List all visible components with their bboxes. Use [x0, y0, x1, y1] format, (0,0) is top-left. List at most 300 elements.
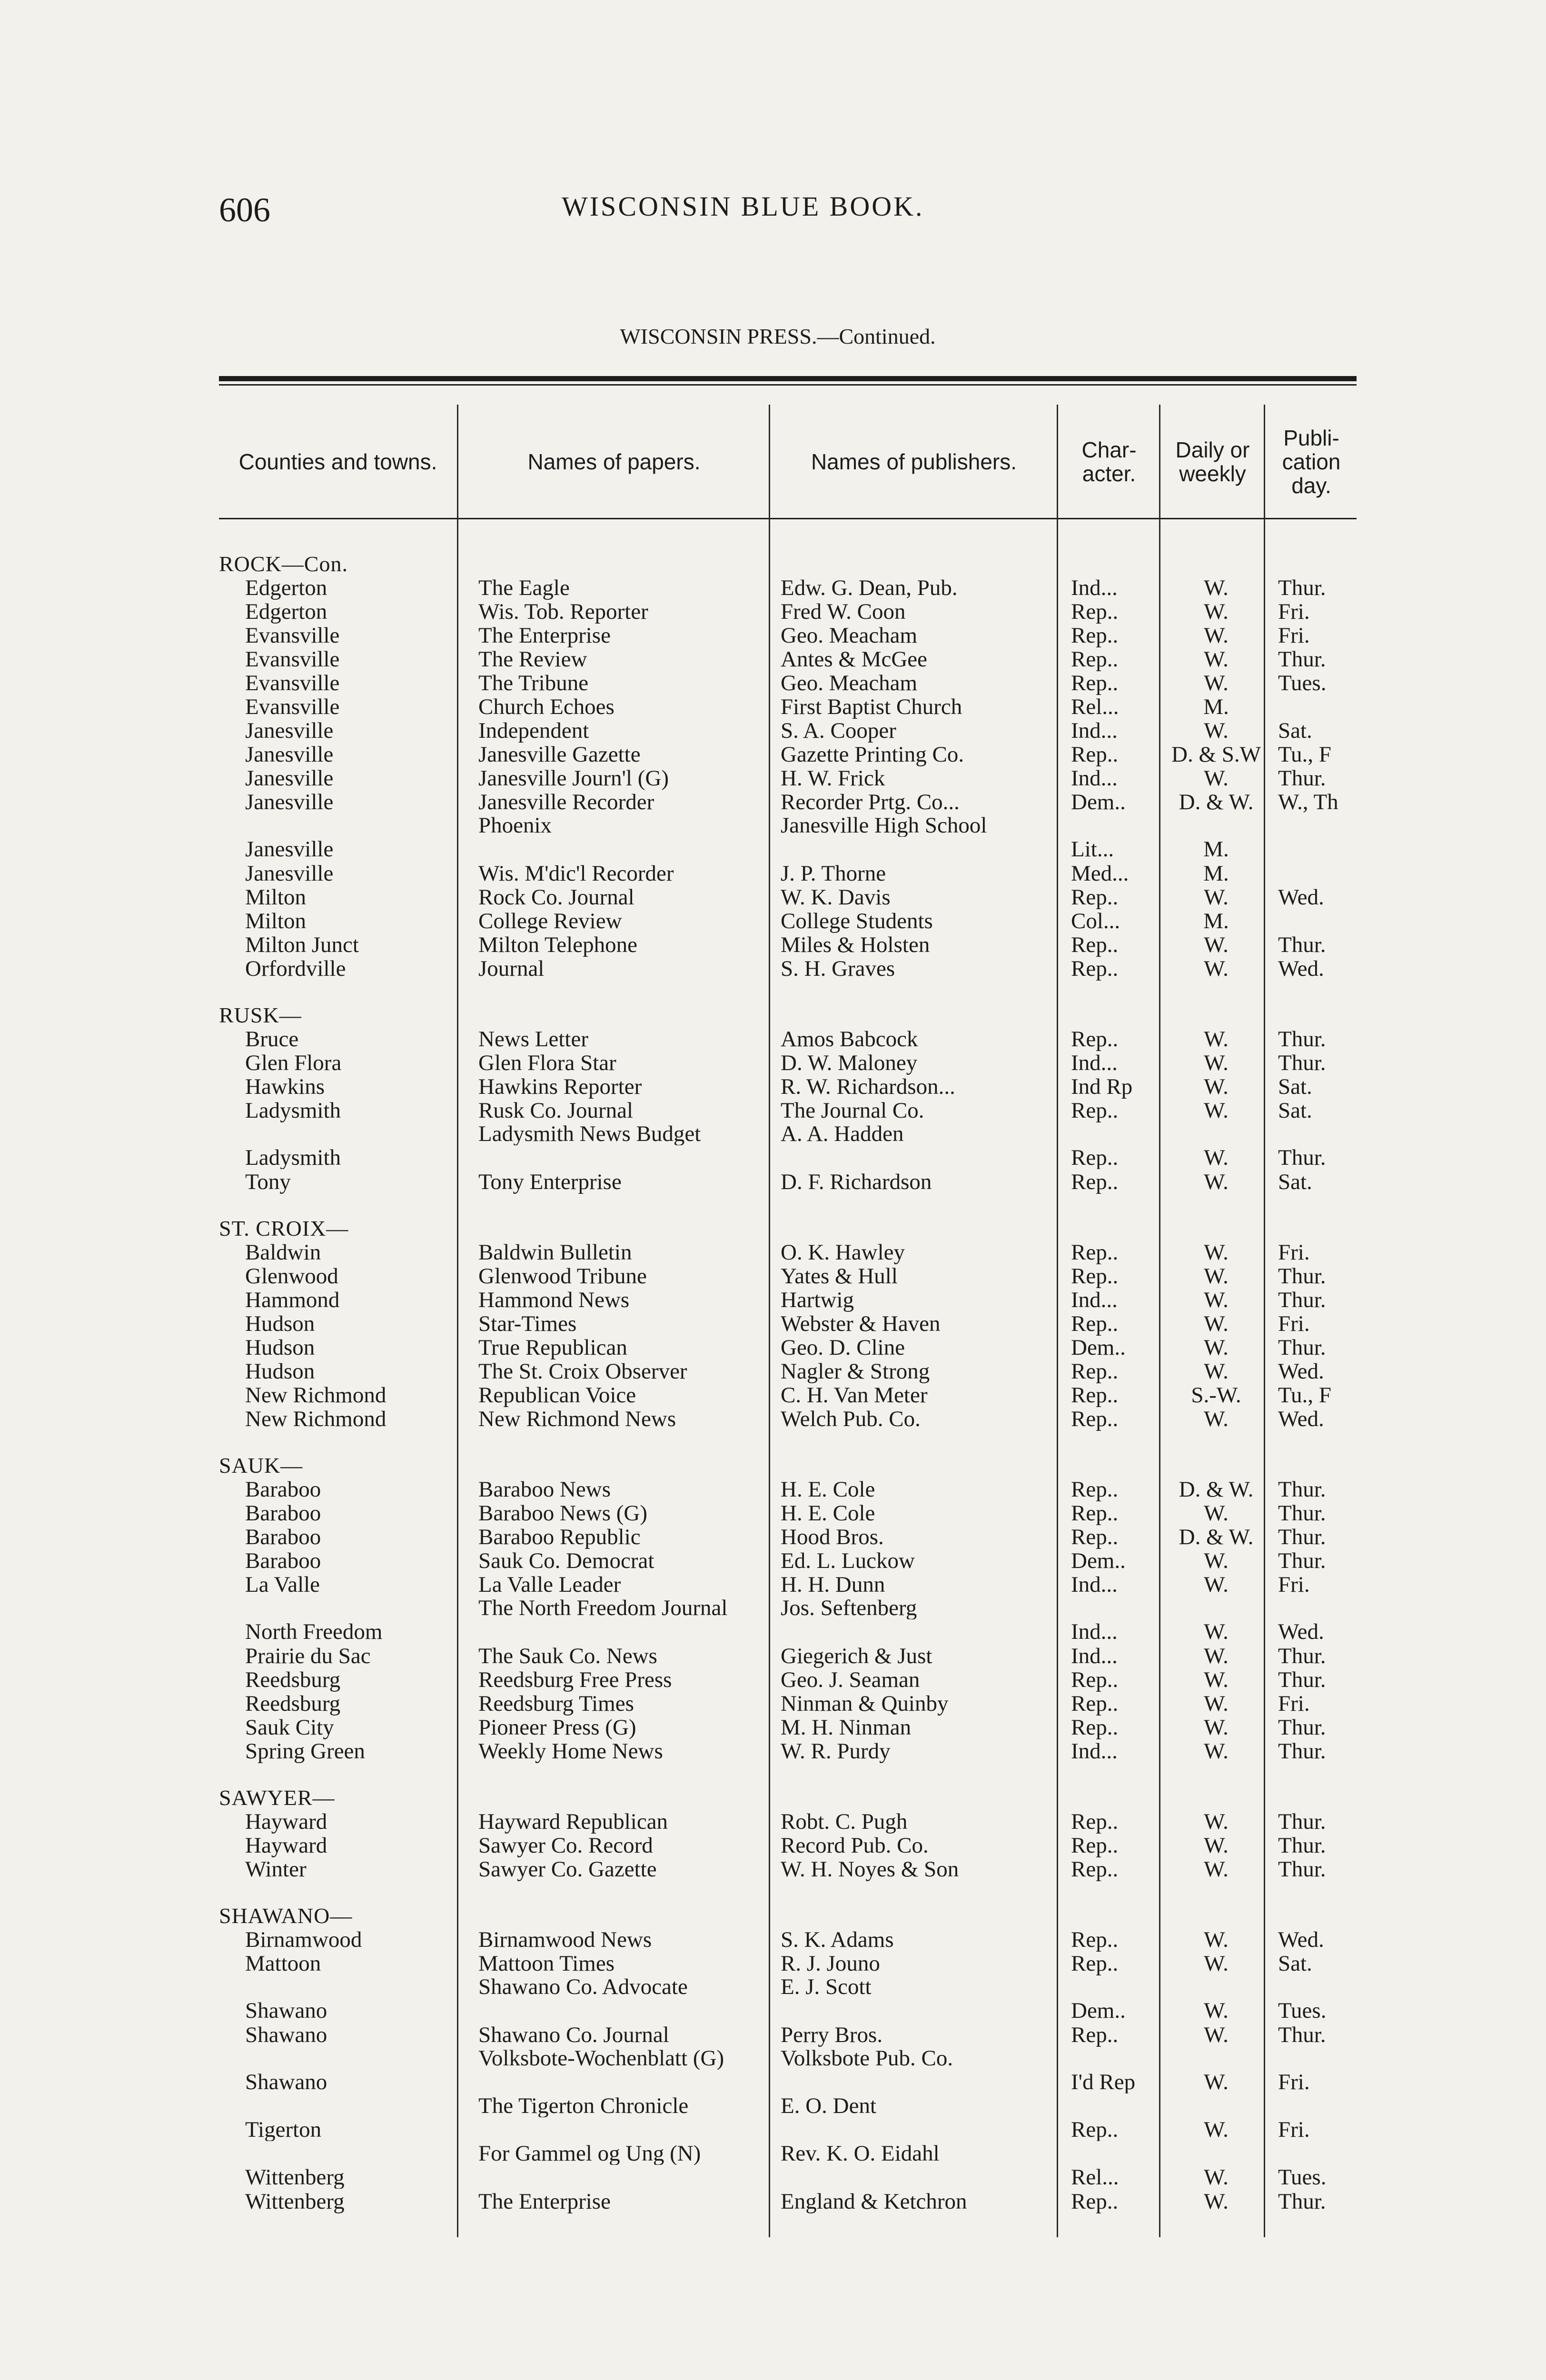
town-cell: Spring Green	[245, 1739, 365, 1763]
publication-day-cell: Fri.	[1278, 1573, 1310, 1597]
publisher-cell: H. E. Cole	[781, 1478, 875, 1501]
frequency-cell: W.	[1204, 1668, 1229, 1692]
table-row	[219, 1857, 1357, 1881]
town-cell: Wittenberg	[245, 2190, 345, 2213]
table-row	[219, 1288, 1357, 1312]
town-cell: Hammond	[245, 1288, 340, 1312]
table-row	[219, 1597, 1357, 1644]
column-header-counties: Counties and towns.	[238, 449, 437, 474]
county-heading: SHAWANO—	[219, 1904, 353, 1928]
paper-name-cell: Sawyer Co. Record	[478, 1834, 653, 1857]
frequency-cell: W.	[1204, 1928, 1229, 1952]
table-top-rule	[219, 376, 1357, 381]
table-row	[219, 576, 1357, 600]
publication-day-cell: Tues.	[1278, 671, 1327, 695]
character-cell: Rep..	[1071, 1407, 1119, 1431]
town-cell: Baldwin	[245, 1240, 321, 1264]
character-cell: Rep..	[1071, 1312, 1119, 1336]
town-cell: Evansville	[245, 647, 340, 671]
frequency-cell: W.	[1204, 1549, 1229, 1573]
town-cell: Baraboo	[245, 1501, 321, 1525]
town-cell: Hayward	[245, 1810, 327, 1834]
frequency-cell: W.	[1204, 1146, 1229, 1169]
table-row	[219, 1075, 1357, 1099]
publisher-cell: Recorder Prtg. Co...	[781, 790, 960, 814]
paper-name-cell: The Eagle	[478, 576, 570, 600]
publisher-cell: Ninman & Quinby	[781, 1692, 949, 1716]
town-cell: Prairie du Sac	[245, 1644, 371, 1668]
group-spacer	[219, 1194, 1357, 1217]
publisher-cell: Fred W. Coon	[781, 600, 906, 624]
paper-name-cell: Sauk Co. Democrat	[478, 1549, 654, 1573]
paper-name-cell: Glen Flora Star	[478, 1051, 616, 1075]
frequency-cell: W.	[1204, 766, 1229, 790]
frequency-cell: S.-W.	[1191, 1383, 1241, 1407]
publication-day-cell: Fri.	[1278, 2118, 1310, 2141]
table-row	[219, 671, 1357, 695]
table-row	[219, 1525, 1357, 1549]
frequency-cell: W.	[1204, 1027, 1229, 1051]
group-spacer	[219, 981, 1357, 1003]
town-cell: Baraboo	[245, 1525, 321, 1549]
character-cell: Rep..	[1071, 624, 1119, 647]
column-header-publication-day: Publi-cation day.	[1282, 426, 1341, 498]
town-cell: Tony	[245, 1170, 291, 1194]
publication-day-cell: Sat.	[1278, 1075, 1312, 1099]
publisher-cell: H. W. Frick	[781, 766, 885, 790]
paper-name-cell: Wis. M'dic'l Recorder	[478, 862, 674, 885]
town-cell: Mattoon	[245, 1952, 321, 1975]
table-row	[219, 1383, 1357, 1407]
frequency-cell: D. & W.	[1179, 790, 1254, 814]
town-cell: Baraboo	[245, 1478, 321, 1501]
town-cell: La Valle	[245, 1573, 320, 1597]
table-row	[219, 1644, 1357, 1668]
paper-name-cell: La Valle Leader	[478, 1573, 621, 1597]
table-row	[219, 933, 1357, 957]
table-row	[219, 1810, 1357, 1834]
character-cell: Ind...	[1071, 576, 1118, 600]
publication-day-cell: Tues.	[1278, 1999, 1327, 2022]
column-header-character: Char-acter.	[1081, 437, 1137, 486]
publisher-cell: E. O. Dent	[781, 2094, 877, 2117]
paper-name-cell: College Review	[478, 909, 622, 933]
publisher-cell: S. H. Graves	[781, 957, 895, 981]
publication-day-cell: Fri.	[1278, 600, 1310, 624]
table-row	[219, 1975, 1357, 2023]
character-cell: Ind...	[1071, 1644, 1118, 1668]
publisher-cell: S. K. Adams	[781, 1928, 894, 1952]
paper-name-cell: Journal	[478, 957, 545, 981]
paper-name-cell: Milton Telephone	[478, 933, 637, 957]
table-row	[219, 814, 1357, 862]
paper-name-cell: For Gammel og Ung (N)	[478, 2142, 701, 2165]
town-cell: Hudson	[245, 1312, 315, 1336]
paper-name-cell: The Enterprise	[478, 624, 611, 647]
group-spacer	[219, 1881, 1357, 1904]
frequency-cell: M.	[1203, 838, 1229, 861]
table-row	[219, 1170, 1357, 1194]
town-cell: Janesville	[245, 766, 334, 790]
town-cell: New Richmond	[245, 1407, 386, 1431]
character-cell: Rep..	[1071, 1099, 1119, 1122]
county-heading: ROCK—Con.	[219, 552, 348, 576]
paper-name-cell: Wis. Tob. Reporter	[478, 600, 648, 624]
character-cell: Med...	[1071, 862, 1129, 885]
publisher-cell: Gazette Printing Co.	[781, 743, 964, 766]
publication-day-cell: Wed.	[1278, 885, 1324, 909]
publisher-cell: Antes & McGee	[781, 647, 928, 671]
town-cell: Shawano	[245, 2023, 327, 2047]
publisher-cell: Geo. Meacham	[781, 624, 918, 647]
publication-day-cell: Thur.	[1278, 1478, 1326, 1501]
table-row	[219, 1099, 1357, 1122]
table-row	[219, 624, 1357, 647]
column-header-papers: Names of papers.	[527, 449, 701, 474]
county-heading: RUSK—	[219, 1003, 302, 1027]
paper-name-cell: Hayward Republican	[478, 1810, 668, 1834]
town-cell: Milton	[245, 885, 306, 909]
paper-name-cell: The North Freedom Journal	[478, 1597, 728, 1619]
paper-name-cell: Janesville Recorder	[478, 790, 654, 814]
publisher-cell: C. H. Van Meter	[781, 1383, 928, 1407]
publication-day-cell: Thur.	[1278, 933, 1326, 957]
character-cell: Ind...	[1071, 1051, 1118, 1075]
column-header-daily-weekly: Daily or weekly	[1175, 437, 1250, 486]
publisher-cell: Robt. C. Pugh	[781, 1810, 908, 1834]
town-cell: Janesville	[245, 838, 334, 861]
paper-name-cell: Tony Enterprise	[478, 1170, 622, 1194]
publication-day-cell: Wed.	[1278, 1620, 1324, 1643]
frequency-cell: W.	[1204, 933, 1229, 957]
publisher-cell: Record Pub. Co.	[781, 1834, 929, 1857]
character-cell: Rep..	[1071, 885, 1119, 909]
frequency-cell: W.	[1204, 1051, 1229, 1075]
character-cell: Rep..	[1071, 1501, 1119, 1525]
table-row	[219, 647, 1357, 671]
paper-name-cell: Reedsburg Free Press	[478, 1668, 672, 1692]
publication-day-cell: Fri.	[1278, 1240, 1310, 1264]
publisher-cell: Edw. G. Dean, Pub.	[781, 576, 958, 600]
publisher-cell: R. W. Richardson...	[781, 1075, 955, 1099]
frequency-cell: W.	[1204, 1075, 1229, 1099]
town-cell: Sauk City	[245, 1716, 334, 1739]
paper-name-cell: The Sauk Co. News	[478, 1644, 657, 1668]
town-cell: Birnamwood	[245, 1928, 362, 1952]
paper-name-cell: Pioneer Press (G)	[478, 1716, 636, 1739]
paper-name-cell: Independent	[478, 719, 589, 743]
frequency-cell: W.	[1204, 1716, 1229, 1739]
character-cell: Rep..	[1071, 1952, 1119, 1975]
table-row	[219, 1312, 1357, 1336]
town-cell: Shawano	[245, 1999, 327, 2022]
town-cell: Reedsburg	[245, 1668, 341, 1692]
paper-name-cell: Reedsburg Times	[478, 1692, 634, 1716]
publisher-cell: Webster & Haven	[781, 1312, 941, 1336]
character-cell: Ind...	[1071, 1620, 1118, 1643]
publisher-cell: S. A. Cooper	[781, 719, 896, 743]
frequency-cell: W.	[1204, 1834, 1229, 1857]
paper-name-cell: Rock Co. Journal	[478, 885, 634, 909]
table-row	[219, 1027, 1357, 1051]
frequency-cell: W.	[1204, 2071, 1229, 2093]
publication-day-cell: Thur.	[1278, 1644, 1326, 1668]
publication-day-cell: Thur.	[1278, 1501, 1326, 1525]
publication-day-cell: Sat.	[1278, 1099, 1312, 1122]
publication-day-cell: Wed.	[1278, 1407, 1324, 1431]
table-row	[219, 1240, 1357, 1264]
publication-day-cell: Fri.	[1278, 1692, 1310, 1716]
publisher-cell: Janesville High School	[781, 814, 987, 837]
running-head: WISCONSIN BLUE BOOK.	[562, 191, 924, 222]
character-cell: Rep..	[1071, 1170, 1119, 1194]
frequency-cell: W.	[1204, 1501, 1229, 1525]
publication-day-cell: Sat.	[1278, 719, 1312, 743]
publication-day-cell: Thur.	[1278, 2190, 1326, 2213]
frequency-cell: M.	[1203, 909, 1229, 933]
publisher-cell: College Students	[781, 909, 933, 933]
frequency-cell: W.	[1204, 1810, 1229, 1834]
frequency-cell: W.	[1204, 671, 1229, 695]
character-cell: Ind...	[1071, 1739, 1118, 1763]
frequency-cell: W.	[1204, 1620, 1229, 1643]
frequency-cell: W.	[1204, 1644, 1229, 1668]
town-cell: Janesville	[245, 862, 334, 885]
publisher-cell: Hartwig	[781, 1288, 854, 1312]
paper-name-cell: The Tribune	[478, 671, 589, 695]
frequency-cell: W.	[1204, 1264, 1229, 1288]
publication-day-cell: Wed.	[1278, 1359, 1324, 1383]
frequency-cell: W.	[1204, 1857, 1229, 1881]
town-cell: North Freedom	[245, 1620, 383, 1643]
table-row	[219, 1051, 1357, 1075]
town-cell: Janesville	[245, 719, 334, 743]
paper-name-cell: The St. Croix Observer	[478, 1359, 687, 1383]
county-heading: SAUK—	[219, 1453, 303, 1478]
table-row	[219, 1668, 1357, 1692]
paper-name-cell: The Enterprise	[478, 2190, 611, 2213]
table-row	[219, 1716, 1357, 1739]
table-row	[219, 1478, 1357, 1501]
frequency-cell: W.	[1204, 885, 1229, 909]
character-cell: Rel...	[1071, 695, 1119, 719]
paper-name-cell: Ladysmith News Budget	[478, 1122, 701, 1145]
paper-name-cell: Janesville Journ'l (G)	[478, 766, 669, 790]
publication-day-cell: Thur.	[1278, 1264, 1326, 1288]
publication-day-cell: Thur.	[1278, 1857, 1326, 1881]
table-row	[219, 1359, 1357, 1383]
publisher-cell: Geo. D. Cline	[781, 1336, 905, 1359]
publication-day-cell: Fri.	[1278, 2071, 1310, 2093]
table-row	[219, 909, 1357, 933]
town-cell: Evansville	[245, 624, 340, 647]
paper-name-cell: Shawano Co. Journal	[478, 2023, 669, 2047]
frequency-cell: D. & W.	[1179, 1478, 1254, 1501]
character-cell: Rep..	[1071, 1857, 1119, 1881]
character-cell: Rep..	[1071, 1027, 1119, 1051]
publication-day-cell: Thur.	[1278, 2023, 1326, 2047]
paper-name-cell: True Republican	[478, 1336, 627, 1359]
town-cell: Tigerton	[245, 2118, 322, 2141]
town-cell: Shawano	[245, 2071, 327, 2093]
paper-name-cell: Church Echoes	[478, 695, 614, 719]
table-row	[219, 1336, 1357, 1359]
town-cell: Ladysmith	[245, 1146, 341, 1169]
frequency-cell: W.	[1204, 1099, 1229, 1122]
frequency-cell: W.	[1204, 1288, 1229, 1312]
table-row	[219, 1928, 1357, 1952]
publisher-cell: Geo. Meacham	[781, 671, 918, 695]
town-cell: Hudson	[245, 1336, 315, 1359]
publisher-cell: R. J. Jouno	[781, 1952, 880, 1975]
table-row	[219, 1264, 1357, 1288]
character-cell: Rep..	[1071, 1359, 1119, 1383]
frequency-cell: W.	[1204, 2190, 1229, 2213]
publisher-cell: M. H. Ninman	[781, 1716, 912, 1739]
paper-name-cell: Phoenix	[478, 814, 552, 837]
character-cell: Ind...	[1071, 1573, 1118, 1597]
frequency-cell: W.	[1204, 1573, 1229, 1597]
publication-day-cell: Thur.	[1278, 1716, 1326, 1739]
character-cell: Ind...	[1071, 766, 1118, 790]
paper-name-cell: Volksbote-Wochenblatt (G)	[478, 2047, 724, 2070]
publication-day-cell: Tu., F	[1278, 743, 1331, 766]
character-cell: Ind...	[1071, 719, 1118, 743]
character-cell: Dem..	[1071, 1999, 1126, 2022]
publication-day-cell: Thur.	[1278, 1288, 1326, 1312]
frequency-cell: D. & S.W	[1171, 743, 1261, 766]
character-cell: Rep..	[1071, 2118, 1119, 2141]
character-cell: Rep..	[1071, 1264, 1119, 1288]
page-number: 606	[219, 191, 270, 229]
frequency-cell: W.	[1204, 1952, 1229, 1975]
publisher-cell: A. A. Hadden	[781, 1122, 904, 1145]
publication-day-cell: Fri.	[1278, 1312, 1310, 1336]
table-row	[219, 885, 1357, 909]
character-cell: Dem..	[1071, 1549, 1126, 1573]
publication-day-cell: Wed.	[1278, 1928, 1324, 1952]
county-heading: ST. CROIX—	[219, 1216, 349, 1240]
publication-day-cell: Thur.	[1278, 1146, 1326, 1169]
publication-day-cell: Thur.	[1278, 766, 1326, 790]
publication-day-cell: Thur.	[1278, 1810, 1326, 1834]
table-row	[219, 766, 1357, 790]
frequency-cell: M.	[1203, 695, 1229, 719]
publisher-cell: D. W. Maloney	[781, 1051, 918, 1075]
town-cell: Baraboo	[245, 1549, 321, 1573]
table-row	[219, 743, 1357, 766]
character-cell: Rep..	[1071, 743, 1119, 766]
publication-day-cell: Thur.	[1278, 1668, 1326, 1692]
paper-name-cell: Weekly Home News	[478, 1739, 663, 1763]
publisher-cell: Hood Bros.	[781, 1525, 884, 1549]
publisher-cell: Rev. K. O. Eidahl	[781, 2142, 940, 2165]
publication-day-cell: Tu., F	[1278, 1383, 1331, 1407]
frequency-cell: M.	[1203, 862, 1229, 885]
character-cell: Ind Rp	[1071, 1075, 1133, 1099]
town-cell: Hayward	[245, 1834, 327, 1857]
town-cell: Hawkins	[245, 1075, 325, 1099]
table-row	[219, 695, 1357, 719]
publication-day-cell: Thur.	[1278, 1834, 1326, 1857]
character-cell: Rep..	[1071, 1146, 1119, 1169]
paper-name-cell: Republican Voice	[478, 1383, 636, 1407]
character-cell: Lit...	[1071, 838, 1114, 861]
character-cell: Rep..	[1071, 600, 1119, 624]
paper-name-cell: News Letter	[478, 1027, 588, 1051]
frequency-cell: W.	[1204, 1336, 1229, 1359]
publication-day-cell: Thur.	[1278, 576, 1326, 600]
publisher-cell: H. E. Cole	[781, 1501, 875, 1525]
publisher-cell: W. H. Noyes & Son	[781, 1857, 959, 1881]
group-spacer	[219, 1763, 1357, 1786]
table-row	[219, 790, 1357, 814]
character-cell: Rep..	[1071, 1668, 1119, 1692]
publication-day-cell: W., Th	[1278, 790, 1338, 814]
paper-name-cell: Hammond News	[478, 1288, 630, 1312]
publication-day-cell: Fri.	[1278, 624, 1310, 647]
frequency-cell: W.	[1204, 624, 1229, 647]
publication-day-cell: Thur.	[1278, 1051, 1326, 1075]
character-cell: Rep..	[1071, 1692, 1119, 1716]
publisher-cell: Jos. Seftenberg	[781, 1597, 917, 1619]
publisher-cell: England & Ketchron	[781, 2190, 967, 2213]
town-cell: Edgerton	[245, 576, 327, 600]
character-cell: Rep..	[1071, 1383, 1119, 1407]
character-cell: Rel...	[1071, 2166, 1119, 2189]
paper-name-cell: Baldwin Bulletin	[478, 1240, 632, 1264]
table-row	[219, 1122, 1357, 1170]
frequency-cell: W.	[1204, 1692, 1229, 1716]
publisher-cell: First Baptist Church	[781, 695, 962, 719]
town-cell: Glenwood	[245, 1264, 338, 1288]
town-cell: Glen Flora	[245, 1051, 342, 1075]
publisher-cell: E. J. Scott	[781, 1975, 872, 1998]
paper-name-cell: Star-Times	[478, 1312, 577, 1336]
publication-day-cell: Sat.	[1278, 1952, 1312, 1975]
frequency-cell: W.	[1204, 1312, 1229, 1336]
table-row	[219, 1739, 1357, 1763]
publisher-cell: O. K. Hawley	[781, 1240, 905, 1264]
town-cell: Milton	[245, 909, 306, 933]
frequency-cell: W.	[1204, 576, 1229, 600]
paper-name-cell: Sawyer Co. Gazette	[478, 1857, 657, 1881]
town-cell: Milton Junct	[245, 933, 359, 957]
town-cell: Reedsburg	[245, 1692, 341, 1716]
paper-name-cell: Janesville Gazette	[478, 743, 641, 766]
character-cell: Rep..	[1071, 1240, 1119, 1264]
table-row	[219, 2094, 1357, 2142]
publisher-cell: Geo. J. Seaman	[781, 1668, 920, 1692]
town-cell: Janesville	[245, 790, 334, 814]
publisher-cell: W. R. Purdy	[781, 1739, 891, 1763]
table-row	[219, 1834, 1357, 1857]
publisher-cell: Volksbote Pub. Co.	[781, 2047, 953, 2070]
town-cell: Orfordville	[245, 957, 346, 981]
publisher-cell: Ed. L. Luckow	[781, 1549, 915, 1573]
publisher-cell: Perry Bros.	[781, 2023, 883, 2047]
paper-name-cell: Shawano Co. Advocate	[478, 1975, 688, 1998]
frequency-cell: W.	[1204, 1739, 1229, 1763]
paper-name-cell: The Tigerton Chronicle	[478, 2094, 689, 2117]
publication-day-cell: Thur.	[1278, 1336, 1326, 1359]
table-row	[219, 2190, 1357, 2213]
county-heading: SAWYER—	[219, 1785, 335, 1810]
character-cell: Rep..	[1071, 2190, 1119, 2213]
frequency-cell: W.	[1204, 1359, 1229, 1383]
publication-day-cell: Thur.	[1278, 1549, 1326, 1573]
town-cell: Janesville	[245, 743, 334, 766]
